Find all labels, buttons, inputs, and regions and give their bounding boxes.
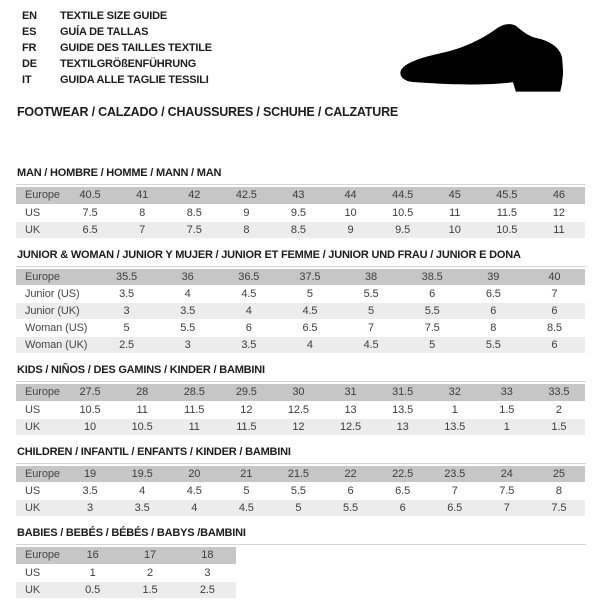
size-cell: 10.5 [116, 418, 168, 435]
size-cell: 6.5 [279, 320, 340, 337]
size-cell: 3.5 [116, 500, 168, 517]
size-cell: 28 [116, 384, 168, 401]
size-cell: 12 [272, 418, 324, 435]
size-cell: 36 [157, 269, 218, 286]
row-label: Europe [16, 466, 64, 483]
size-cell: 12.5 [272, 401, 324, 418]
size-cell: 33 [481, 384, 533, 401]
size-cell: 33.5 [533, 384, 585, 401]
size-cell: 0.5 [64, 581, 121, 598]
table-row-europe [16, 384, 585, 401]
section-title-babies: BABIES / BEBÉS / BÉBÉS / BABYS /BAMBINI [17, 527, 246, 539]
row-label: Woman (UK) [16, 337, 96, 354]
size-cell: 4 [218, 303, 279, 320]
size-cell: 9 [324, 221, 376, 238]
size-cell: 6 [377, 500, 429, 517]
language-row [22, 72, 212, 88]
size-cell: 3 [96, 303, 157, 320]
size-cell: 9.5 [377, 221, 429, 238]
table-row-woman-us [16, 320, 585, 337]
size-cell: 11 [429, 204, 481, 221]
size-cell: 38 [341, 269, 402, 286]
table-row-us [16, 564, 236, 581]
size-cell: 11 [116, 401, 168, 418]
table-row-europe [16, 187, 585, 204]
size-cell: 20 [168, 466, 220, 483]
size-cell: 10 [324, 204, 376, 221]
size-cell: 3.5 [64, 483, 116, 500]
size-cell: 25 [533, 466, 585, 483]
language-code: EN [22, 10, 37, 22]
size-cell: 29.5 [220, 384, 272, 401]
size-cell: 17 [121, 547, 178, 564]
language-label: GUIDE DES TAILLES TEXTILE [60, 42, 212, 54]
size-cell: 8 [220, 221, 272, 238]
language-code: ES [22, 26, 37, 38]
row-label: Europe [16, 384, 64, 401]
size-cell: 2 [533, 401, 585, 418]
language-code: IT [22, 74, 32, 86]
row-label: US [16, 483, 64, 500]
size-cell: 5.5 [341, 286, 402, 303]
category-title: FOOTWEAR / CALZADO / CHAUSSURES / SCHUHE / CALZATURE [17, 105, 399, 119]
size-cell: 32 [429, 384, 481, 401]
size-cell: 44 [324, 187, 376, 204]
row-label: US [16, 401, 64, 418]
size-tables [16, 167, 586, 600]
size-cell: 21.5 [272, 466, 324, 483]
size-cell: 10.5 [377, 204, 429, 221]
size-cell: 1 [429, 401, 481, 418]
size-cell: 7 [481, 500, 533, 517]
row-label: Europe [16, 187, 64, 204]
table-row-uk [16, 500, 585, 517]
language-label: GUIDA ALLE TAGLIE TESSILI [60, 74, 209, 86]
table-wrap [16, 266, 586, 355]
size-cell: 7.5 [402, 320, 463, 337]
size-cell: 3 [179, 564, 236, 581]
section-title-junior_woman: JUNIOR & WOMAN / JUNIOR Y MUJER / JUNIOR ET FEMME / JUNIOR UND FRAU / JUNIOR E DONA [17, 248, 521, 261]
size-cell: 22 [324, 466, 376, 483]
dress-shoe-icon [390, 18, 585, 103]
size-cell: 37.5 [279, 269, 340, 286]
size-cell: 4.5 [220, 500, 272, 517]
table-wrap [16, 184, 586, 239]
row-label: UK [16, 500, 64, 517]
size-section-babies [16, 527, 586, 599]
size-table-man [16, 187, 585, 239]
size-cell: 6.5 [429, 500, 481, 517]
size-cell: 45.5 [481, 187, 533, 204]
size-cell: 11.5 [220, 418, 272, 435]
size-cell: 43 [272, 187, 324, 204]
language-row [22, 8, 212, 24]
row-label: Junior (UK) [16, 303, 96, 320]
size-cell: 11 [168, 418, 220, 435]
size-section-kids [16, 364, 586, 436]
size-cell: 6.5 [64, 221, 116, 238]
size-cell: 11.5 [168, 401, 220, 418]
size-cell: 19 [64, 466, 116, 483]
row-label: UK [16, 581, 64, 598]
size-cell: 5 [272, 500, 324, 517]
size-cell: 22.5 [377, 466, 429, 483]
size-cell: 13.5 [377, 401, 429, 418]
size-cell: 40.5 [64, 187, 116, 204]
size-cell: 4 [157, 286, 218, 303]
section-title-children: CHILDREN / INFANTIL / ENFANTS / KINDER / BAMBINI [17, 445, 291, 458]
size-section-children [16, 446, 586, 518]
size-cell: 11.5 [481, 204, 533, 221]
language-list [22, 8, 212, 88]
size-cell: 31.5 [377, 384, 429, 401]
size-cell: 19.5 [116, 466, 168, 483]
language-code: DE [22, 58, 37, 70]
size-cell: 3 [157, 337, 218, 354]
size-cell: 13 [377, 418, 429, 435]
size-cell: 45 [429, 187, 481, 204]
size-cell: 5.5 [463, 337, 524, 354]
table-wrap [16, 463, 586, 518]
size-cell: 31 [324, 384, 376, 401]
row-label: US [16, 564, 64, 581]
size-cell: 7 [429, 483, 481, 500]
size-cell: 6 [463, 303, 524, 320]
size-cell: 41 [116, 187, 168, 204]
size-cell: 8.5 [524, 320, 585, 337]
size-cell: 4.5 [168, 483, 220, 500]
size-cell: 8 [533, 483, 585, 500]
size-cell: 6 [218, 320, 279, 337]
table-row-europe [16, 547, 236, 564]
size-section-junior_woman [16, 249, 586, 355]
size-cell: 7.5 [64, 204, 116, 221]
size-cell: 4 [116, 483, 168, 500]
row-label: UK [16, 418, 64, 435]
table-row-woman-uk [16, 337, 585, 354]
size-cell: 10 [64, 418, 116, 435]
size-cell: 7 [524, 286, 585, 303]
table-row-uk [16, 221, 585, 238]
table-row-junior-uk [16, 303, 585, 320]
size-cell: 1.5 [481, 401, 533, 418]
size-cell: 39 [463, 269, 524, 286]
size-cell: 7 [116, 221, 168, 238]
row-label: UK [16, 221, 64, 238]
size-cell: 21 [220, 466, 272, 483]
size-cell: 5 [279, 286, 340, 303]
size-cell: 1.5 [533, 418, 585, 435]
size-cell: 16 [64, 547, 121, 564]
language-row [22, 40, 212, 56]
size-cell: 7.5 [168, 221, 220, 238]
size-cell: 6 [402, 286, 463, 303]
row-label: Europe [16, 269, 96, 286]
language-row [22, 24, 212, 40]
size-cell: 42.5 [220, 187, 272, 204]
size-cell: 1 [64, 564, 121, 581]
size-cell: 10.5 [481, 221, 533, 238]
size-cell: 46 [533, 187, 585, 204]
language-label: TEXTILE SIZE GUIDE [60, 10, 168, 22]
size-table-junior_woman [16, 269, 585, 355]
table-wrap [16, 544, 586, 599]
size-cell: 44.5 [377, 187, 429, 204]
size-cell: 9 [220, 204, 272, 221]
size-cell: 5.5 [324, 500, 376, 517]
size-cell: 6 [524, 337, 585, 354]
size-cell: 28.5 [168, 384, 220, 401]
size-cell: 4.5 [279, 303, 340, 320]
size-cell: 2.5 [179, 581, 236, 598]
size-cell: 7.5 [481, 483, 533, 500]
table-row-europe [16, 466, 585, 483]
size-cell: 5 [402, 337, 463, 354]
size-cell: 42 [168, 187, 220, 204]
size-cell: 4 [168, 500, 220, 517]
size-cell: 6.5 [463, 286, 524, 303]
size-cell: 5.5 [272, 483, 324, 500]
language-code: FR [22, 42, 37, 54]
row-label: Europe [16, 547, 64, 564]
size-cell: 5 [341, 303, 402, 320]
size-cell: 9.5 [272, 204, 324, 221]
language-label: TEXTILGRÖßENFÜHRUNG [60, 58, 197, 70]
size-cell: 8 [116, 204, 168, 221]
table-row-us [16, 204, 585, 221]
size-cell: 8 [463, 320, 524, 337]
size-cell: 4.5 [341, 337, 402, 354]
size-cell: 5 [220, 483, 272, 500]
size-cell: 3.5 [218, 337, 279, 354]
size-cell: 6.5 [377, 483, 429, 500]
size-section-man [16, 167, 586, 239]
size-cell: 3.5 [157, 303, 218, 320]
row-label: US [16, 204, 64, 221]
row-label: Junior (US) [16, 286, 96, 303]
size-cell: 5.5 [157, 320, 218, 337]
row-label: Woman (US) [16, 320, 96, 337]
size-cell: 4 [279, 337, 340, 354]
size-cell: 27.5 [64, 384, 116, 401]
language-row [22, 56, 212, 72]
size-cell: 12.5 [324, 418, 376, 435]
table-row-us [16, 483, 585, 500]
size-cell: 8.5 [168, 204, 220, 221]
section-title-kids: KIDS / NIÑOS / DES GAMINS / KINDER / BAMBINI [17, 364, 265, 376]
size-cell: 35.5 [96, 269, 157, 286]
size-cell: 6 [524, 303, 585, 320]
size-cell: 1.5 [121, 581, 178, 598]
table-row-uk [16, 581, 236, 598]
size-cell: 2 [121, 564, 178, 581]
section-title-man: MAN / HOMBRE / HOMME / MANN / MAN [17, 167, 222, 179]
size-cell: 12 [220, 401, 272, 418]
size-cell: 4.5 [218, 286, 279, 303]
size-table-babies [16, 547, 236, 599]
size-cell: 1 [481, 418, 533, 435]
size-table-children [16, 466, 585, 518]
size-cell: 5.5 [402, 303, 463, 320]
size-cell: 11 [533, 221, 585, 238]
size-cell: 10 [429, 221, 481, 238]
size-cell: 40 [524, 269, 585, 286]
size-cell: 13.5 [429, 418, 481, 435]
table-wrap [16, 381, 586, 436]
size-cell: 24 [481, 466, 533, 483]
size-cell: 18 [179, 547, 236, 564]
size-cell: 3.5 [96, 286, 157, 303]
language-label: GUÍA DE TALLAS [60, 26, 149, 38]
size-cell: 38.5 [402, 269, 463, 286]
size-cell: 2.5 [96, 337, 157, 354]
size-cell: 5 [96, 320, 157, 337]
size-cell: 7.5 [533, 500, 585, 517]
size-cell: 30 [272, 384, 324, 401]
table-row-us [16, 401, 585, 418]
size-cell: 12 [533, 204, 585, 221]
size-table-kids [16, 384, 585, 436]
table-row-europe [16, 269, 585, 286]
size-cell: 23.5 [429, 466, 481, 483]
size-cell: 6 [324, 483, 376, 500]
size-cell: 7 [341, 320, 402, 337]
size-cell: 36.5 [218, 269, 279, 286]
size-cell: 10.5 [64, 401, 116, 418]
table-row-junior-us [16, 286, 585, 303]
size-cell: 3 [64, 500, 116, 517]
size-cell: 8.5 [272, 221, 324, 238]
size-cell: 13 [324, 401, 376, 418]
table-row-uk [16, 418, 585, 435]
